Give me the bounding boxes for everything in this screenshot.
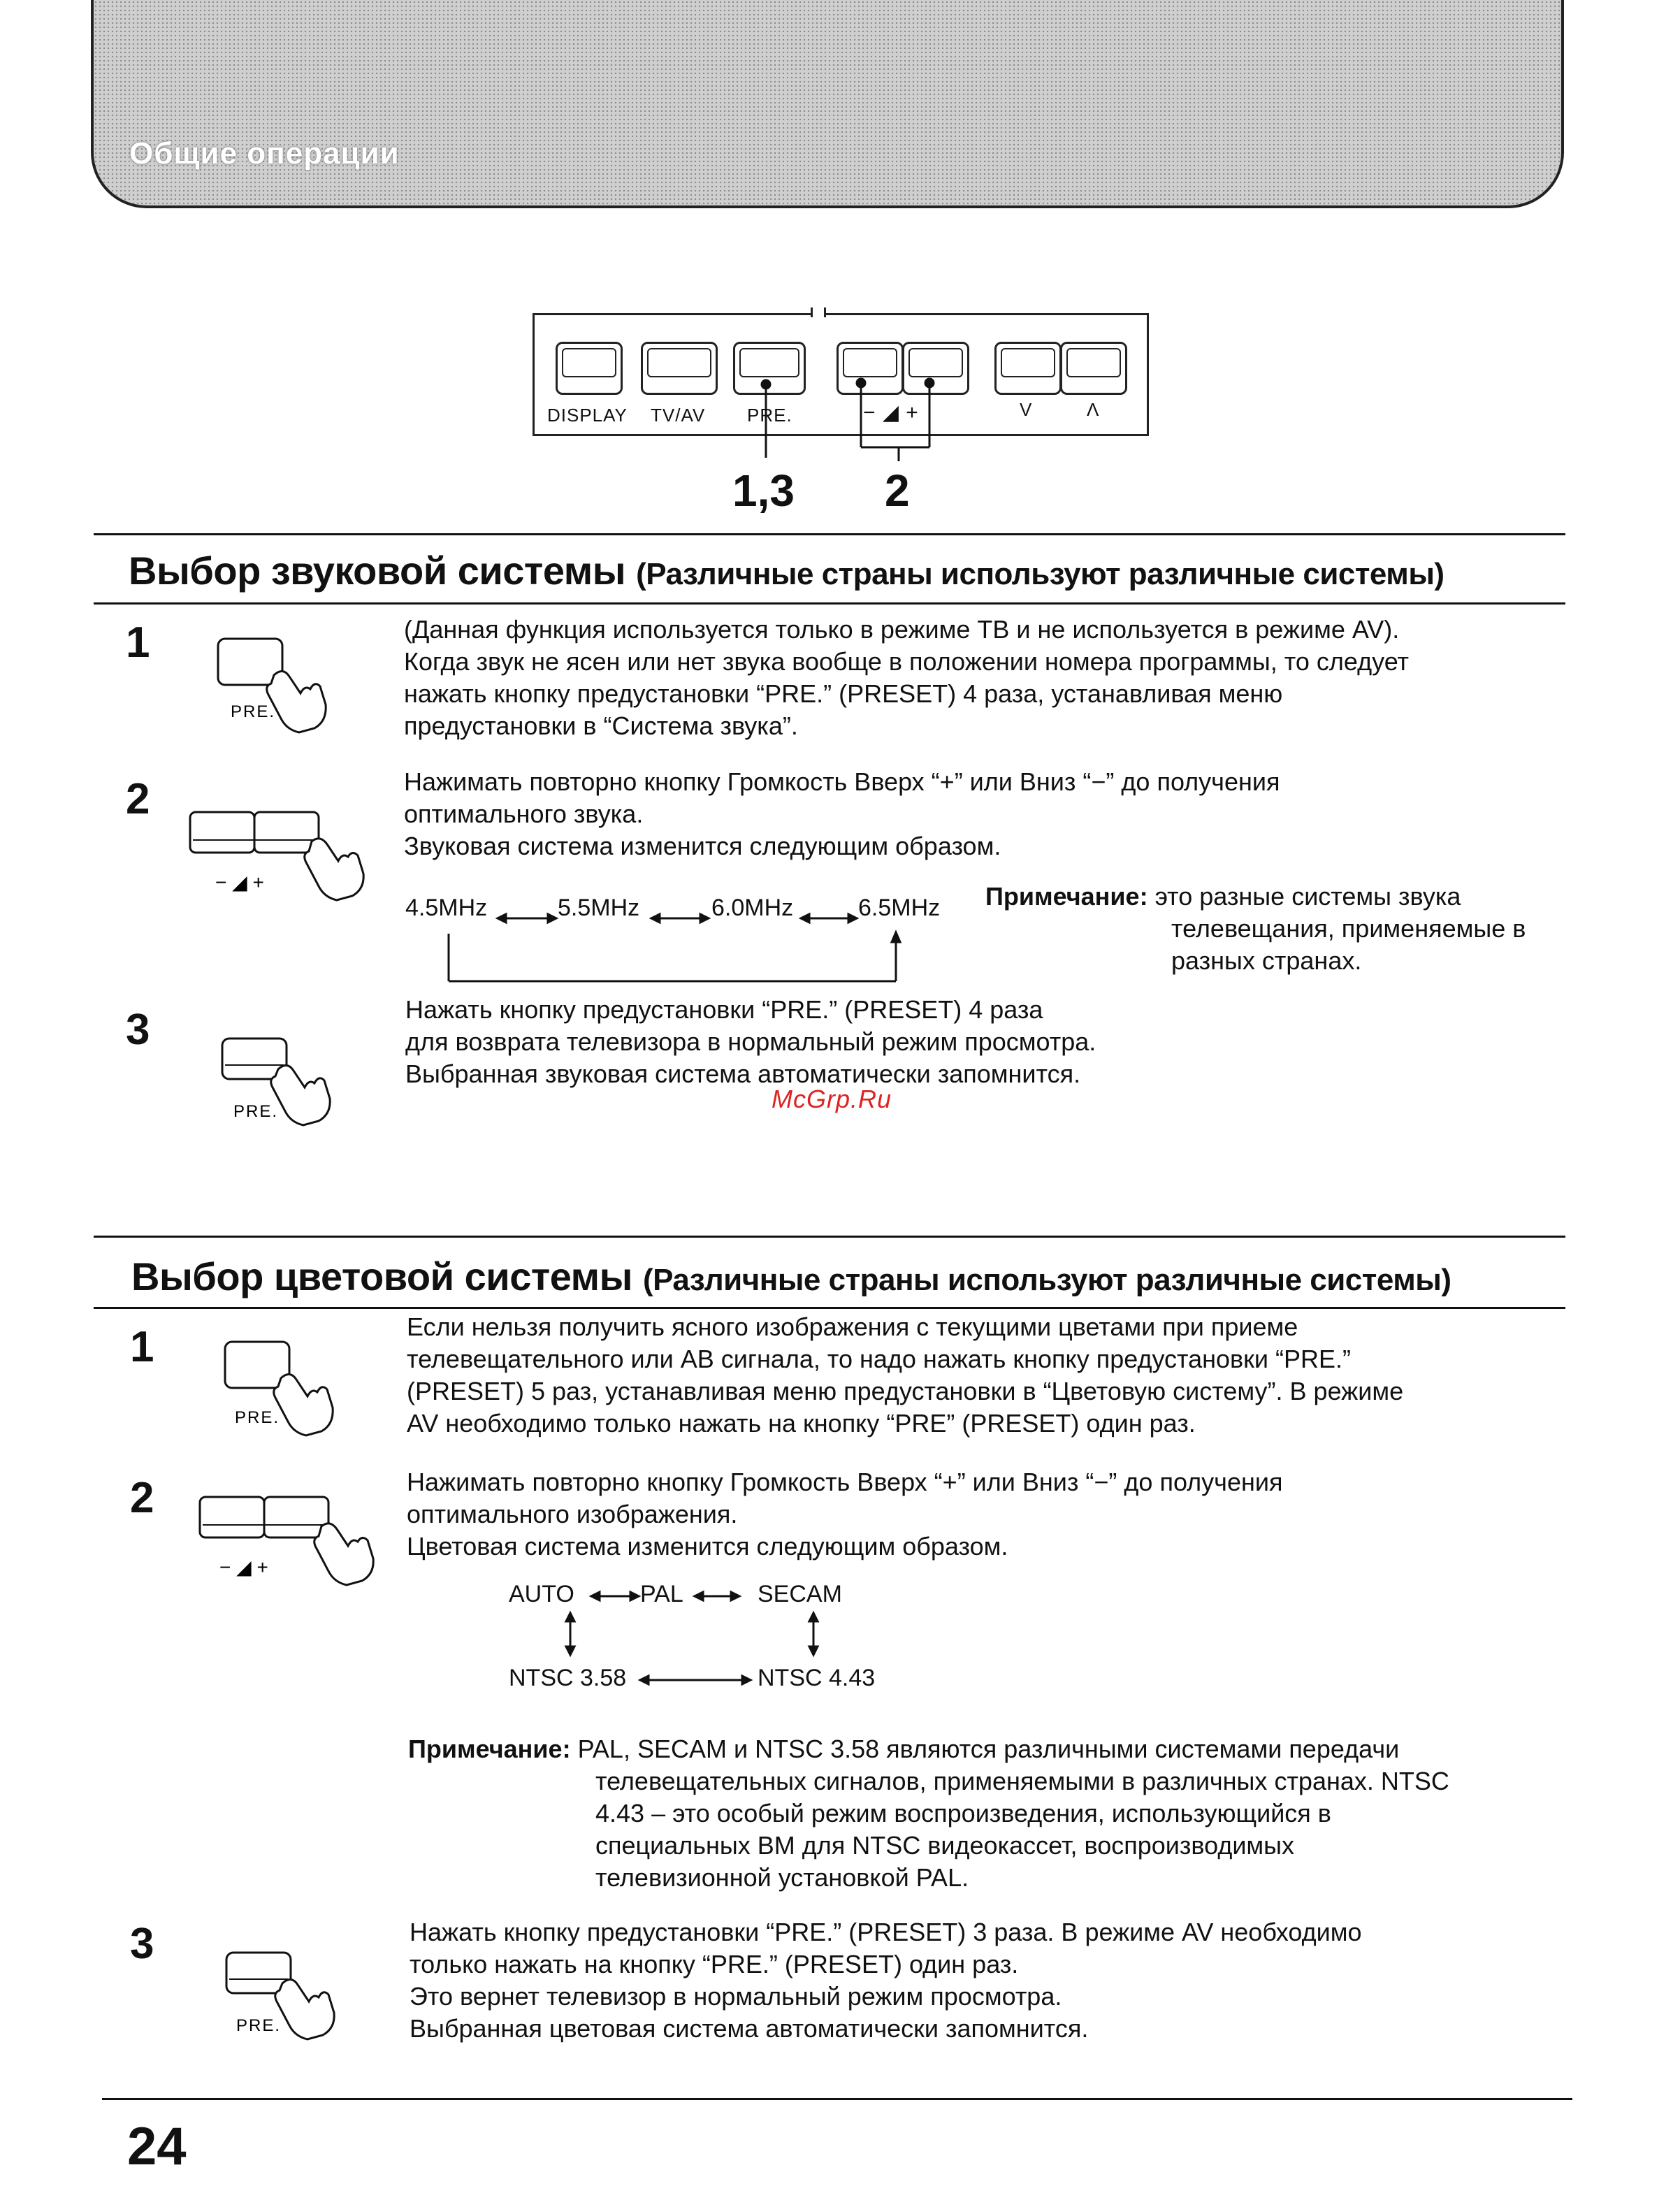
text-line: предустановки в “Система звука”. <box>404 711 798 740</box>
text-line: Выбранная цветовая система автоматически запомнится. <box>410 2014 1089 2043</box>
pre-button-label: PRE. <box>235 1408 280 1427</box>
pre-button-label: PRE. <box>236 2016 282 2035</box>
sound-title-main: Выбор звуковой системы <box>129 549 626 593</box>
text-line: оптимального изображения. <box>407 1500 738 1528</box>
page-number: 24 <box>127 2117 187 2176</box>
text-line: AV необходимо только нажать на кнопку “PRE” (PRESET) один раз. <box>407 1409 1196 1438</box>
system-auto: AUTO <box>509 1581 574 1607</box>
callout-1-3: 1,3 <box>732 465 795 516</box>
text-line: это разные системы звука <box>1154 882 1461 911</box>
volume-label: − ◢ + <box>863 401 919 424</box>
system-pal: PAL <box>640 1581 683 1607</box>
text-line: Если нельзя получить ясного изображения с текущими цветами при приеме <box>407 1312 1298 1341</box>
text-line: нажать кнопку предустановки “PRE.” (PRESET) 4 раза, устанавливая меню <box>404 679 1283 708</box>
sound-bottom-rule <box>94 602 1565 605</box>
freq-6-0: 6.0MHz <box>711 895 794 921</box>
volume-button-press-icon <box>189 811 377 902</box>
text-line: (Данная функция используется только в режиме ТВ и не используется в режиме AV). <box>404 615 1400 644</box>
text-line: Звуковая система изменится следующим образом. <box>404 832 1001 860</box>
freq-cycle-arrows <box>391 902 922 992</box>
color-step-1-number: 1 <box>130 1323 154 1371</box>
system-ntsc443: NTSC 4.43 <box>758 1665 876 1691</box>
color-bottom-rule <box>94 1307 1565 1309</box>
footer-rule <box>102 2098 1572 2100</box>
sound-step-2-number: 2 <box>126 775 150 823</box>
system-secam: SECAM <box>758 1581 842 1607</box>
text-line: оптимального звука. <box>404 799 644 828</box>
page-header-title: Общие операции <box>129 136 400 171</box>
tvav-label: TV/AV <box>651 405 706 426</box>
color-step-1-text <box>407 1311 1403 1440</box>
display-label: DISPLAY <box>547 405 628 426</box>
color-title-sub: (Различные страны используют различные системы) <box>642 1263 1451 1297</box>
pre-button-label: PRE. <box>233 1102 279 1121</box>
color-cycle-arrows <box>489 1579 853 1698</box>
callout-leaders <box>0 0 1680 503</box>
freq-6-5: 6.5MHz <box>858 895 941 921</box>
pre-button-press-icon <box>217 637 335 735</box>
sound-note <box>985 881 1526 977</box>
color-step-3-number: 3 <box>130 1920 154 1968</box>
pre-button-press-icon <box>221 1037 340 1128</box>
pre-label: PRE. <box>747 405 792 426</box>
text-line: телевещательного или АВ сигнала, то надо нажать кнопку предустановки “PRE.” <box>407 1345 1352 1373</box>
pre-button-press-icon <box>224 1340 342 1438</box>
text-line: только нажать на кнопку “PRE.” (PRESET) один раз. <box>410 1950 1019 1978</box>
sound-step-3-text <box>405 994 1096 1090</box>
text-line: Нажать кнопку предустановки “PRE.” (PRESET) 4 раза <box>405 995 1043 1024</box>
sound-title-sub: (Различные страны используют различные системы) <box>636 557 1444 591</box>
text-line: разных странах. <box>1171 946 1362 975</box>
color-top-rule <box>94 1236 1565 1238</box>
text-line: Нажимать повторно кнопку Громкость Вверх “+” или Вниз “−” до получения <box>407 1468 1283 1496</box>
pre-button-label: PRE. <box>231 702 276 721</box>
note-label: Примечание: <box>408 1735 571 1763</box>
text-line: Нажать кнопку предустановки “PRE.” (PRESET) 3 раза. В режиме AV необходимо <box>410 1918 1362 1946</box>
color-step-2-number: 2 <box>130 1474 154 1522</box>
color-section-title <box>131 1254 1451 1299</box>
text-line: специальных ВМ для NTSC видеокассет, воспроизводимых <box>595 1831 1295 1860</box>
text-line: 4.43 – это особый режим воспроизведения, использующийся в <box>595 1799 1331 1828</box>
text-line: Выбранная звуковая система автоматически запомнится. <box>405 1059 1081 1088</box>
channel-down-label: V <box>1020 399 1033 420</box>
channel-up-label: Λ <box>1087 399 1100 420</box>
text-line: Нажимать повторно кнопку Громкость Вверх “+” или Вниз “−” до получения <box>404 767 1280 796</box>
pre-button-press-icon <box>225 1951 344 2042</box>
text-line: телевещательных сигналов, применяемыми в различных странах. NTSC <box>595 1767 1449 1795</box>
volume-button-label: − ◢ + <box>219 1556 268 1578</box>
color-note <box>408 1733 1449 1894</box>
note-label: Примечание: <box>985 882 1148 911</box>
watermark: McGrp.Ru <box>772 1085 892 1113</box>
color-title-main: Выбор цветовой системы <box>131 1254 632 1298</box>
freq-4-5: 4.5MHz <box>405 895 488 921</box>
sound-step-1-text <box>404 614 1409 742</box>
system-ntsc358: NTSC 3.58 <box>509 1665 627 1691</box>
text-line: для возврата телевизора в нормальный режим просмотра. <box>405 1027 1096 1056</box>
volume-button-label: − ◢ + <box>215 871 264 893</box>
callout-2: 2 <box>885 465 910 516</box>
sound-step-3-number: 3 <box>126 1006 150 1054</box>
text-line: Цветовая система изменится следующим образом. <box>407 1532 1008 1561</box>
text-line: Это вернет телевизор в нормальный режим просмотра. <box>410 1982 1062 2011</box>
freq-5-5: 5.5MHz <box>558 895 640 921</box>
color-step-2-text <box>407 1466 1282 1563</box>
volume-button-press-icon <box>198 1496 387 1586</box>
text-line: Когда звук не ясен или нет звука вообще в положении номера программы, то следует <box>404 647 1410 676</box>
color-step-3-text <box>410 1916 1361 2045</box>
text-line: телевещания, применяемые в <box>1171 914 1526 943</box>
text-line: PAL, SECAM и NTSC 3.58 являются различными системами передачи <box>577 1735 1400 1763</box>
sound-step-1-number: 1 <box>126 618 150 667</box>
sound-step-2-text <box>404 766 1280 862</box>
text-line: телевизионной установкой PAL. <box>595 1863 969 1892</box>
sound-section-title <box>129 548 1444 593</box>
sound-top-rule <box>94 533 1565 535</box>
text-line: (PRESET) 5 раз, устанавливая меню предустановки в “Цветовую систему”. В режиме <box>407 1377 1404 1405</box>
